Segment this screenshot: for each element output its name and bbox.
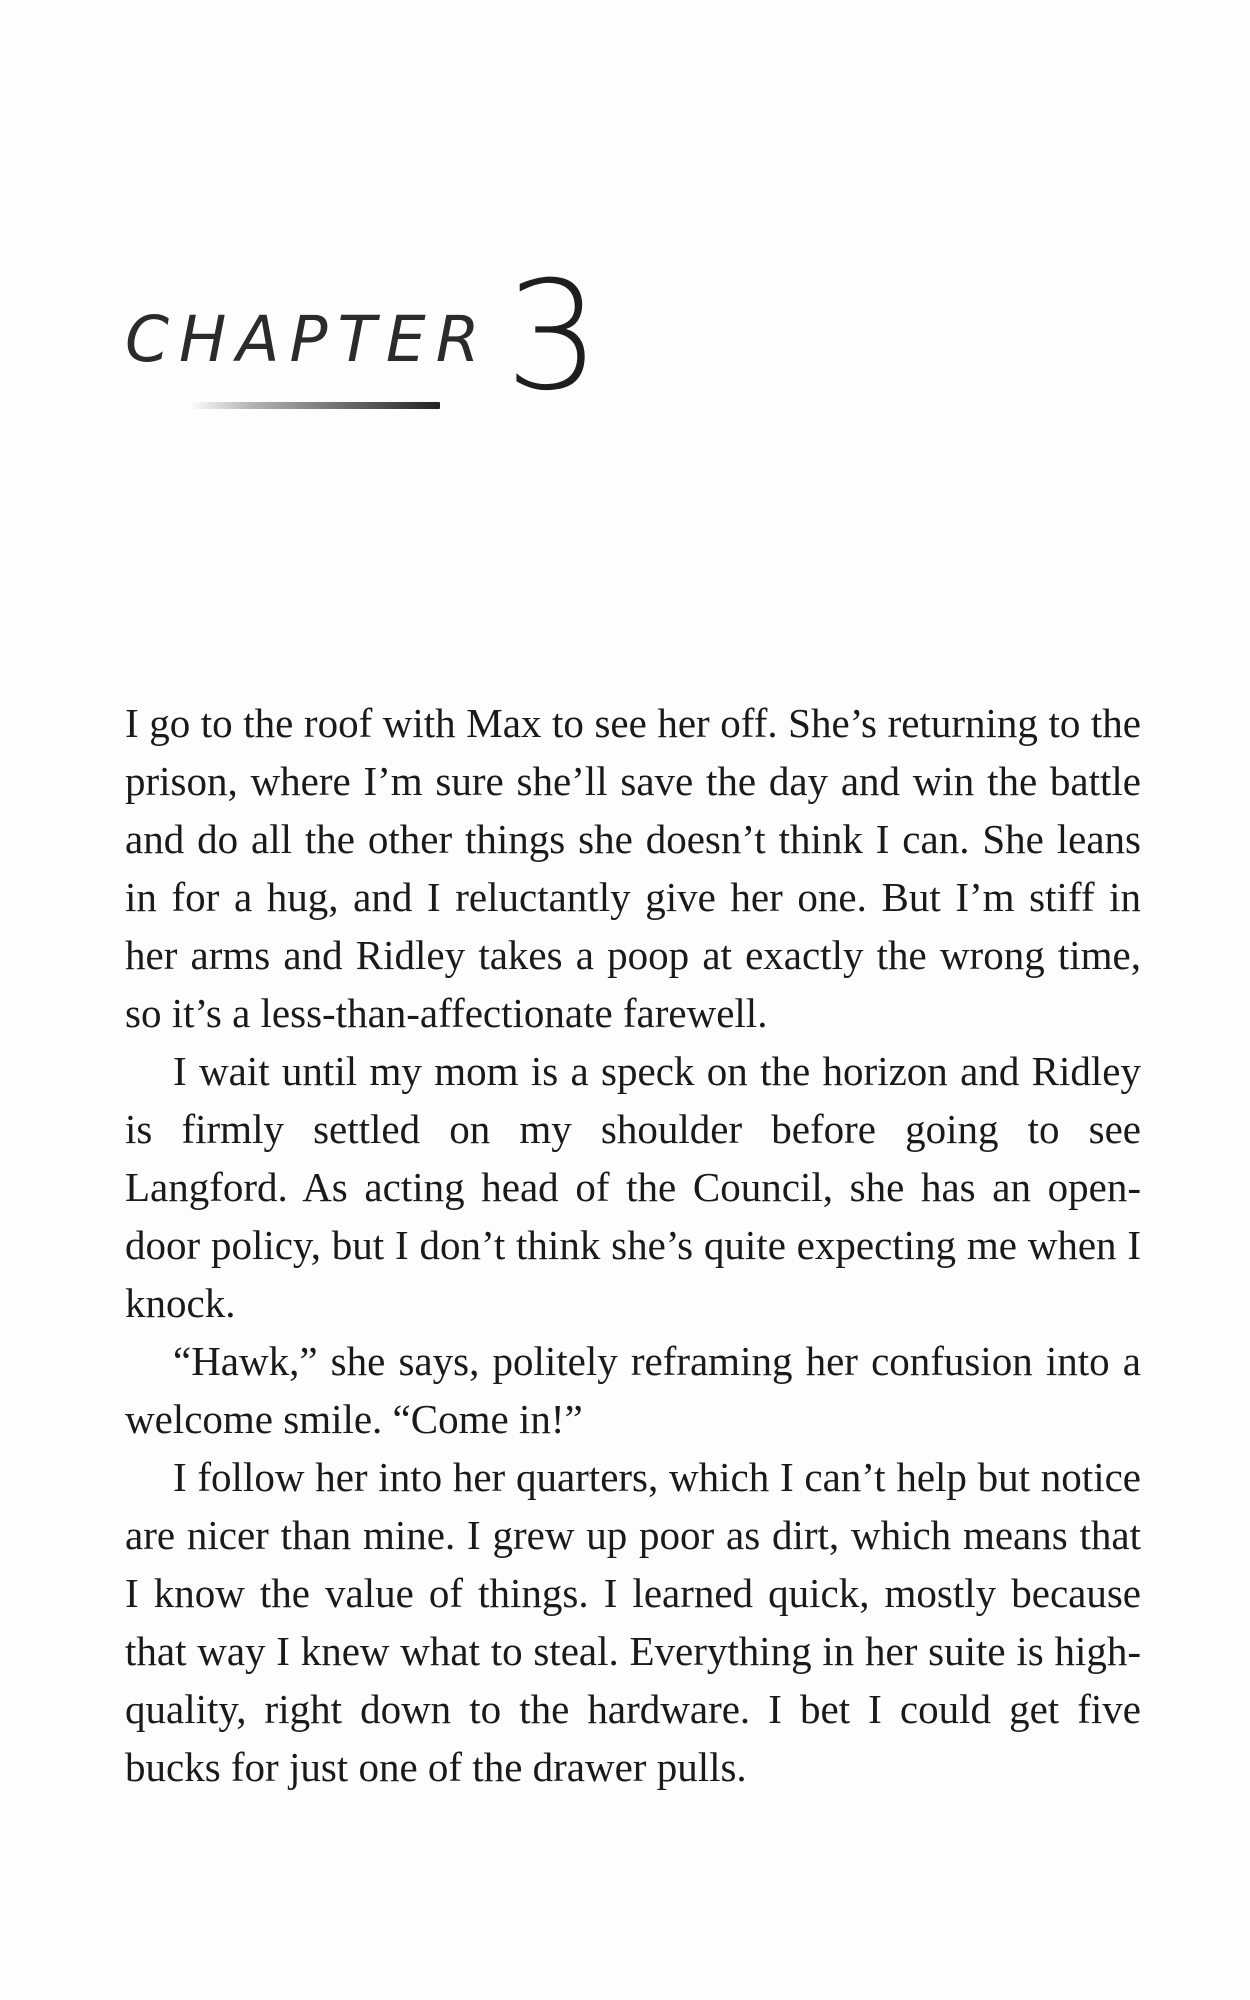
chapter-heading-word: CHAPTER — [125, 303, 490, 376]
chapter-underline-rule — [190, 402, 440, 409]
paragraph-4: I follow her into her quarters, which I can’t help but notice are nicer than mine. I grew up poor as dirt, which means that I know the value of things. I learned quick, mostly because that way I knew what to steal. Everything in her suite is high-quality, right down to the hardware. I bet I could get five bucks for just one of the drawer pulls. — [125, 1454, 1141, 1790]
chapter-number: 3 — [505, 250, 601, 424]
chapter-body — [125, 694, 1141, 1796]
paragraph-1: I go to the roof with Max to see her off. She’s returning to the prison, where I’m sure she’ll save the day and win the battle and do all the other things she doesn’t think I can. She leans in for a hug, and I reluctantly give her one. But I’m stiff in her arms and Ridley takes a poop at exactly the wrong time, so it’s a less-than-affectionate farewell. — [125, 700, 1141, 1036]
paragraph-2: I wait until my mom is a speck on the horizon and Ridley is firmly settled on my shoulder before going to see Langford. As acting head of the Council, she has an open-door policy, but I don’t think she’s quite expecting me when I knock. — [125, 1048, 1141, 1326]
paragraph-3: “Hawk,” she says, politely reframing her confusion into a welcome smile. “Come in!” — [125, 1338, 1141, 1442]
